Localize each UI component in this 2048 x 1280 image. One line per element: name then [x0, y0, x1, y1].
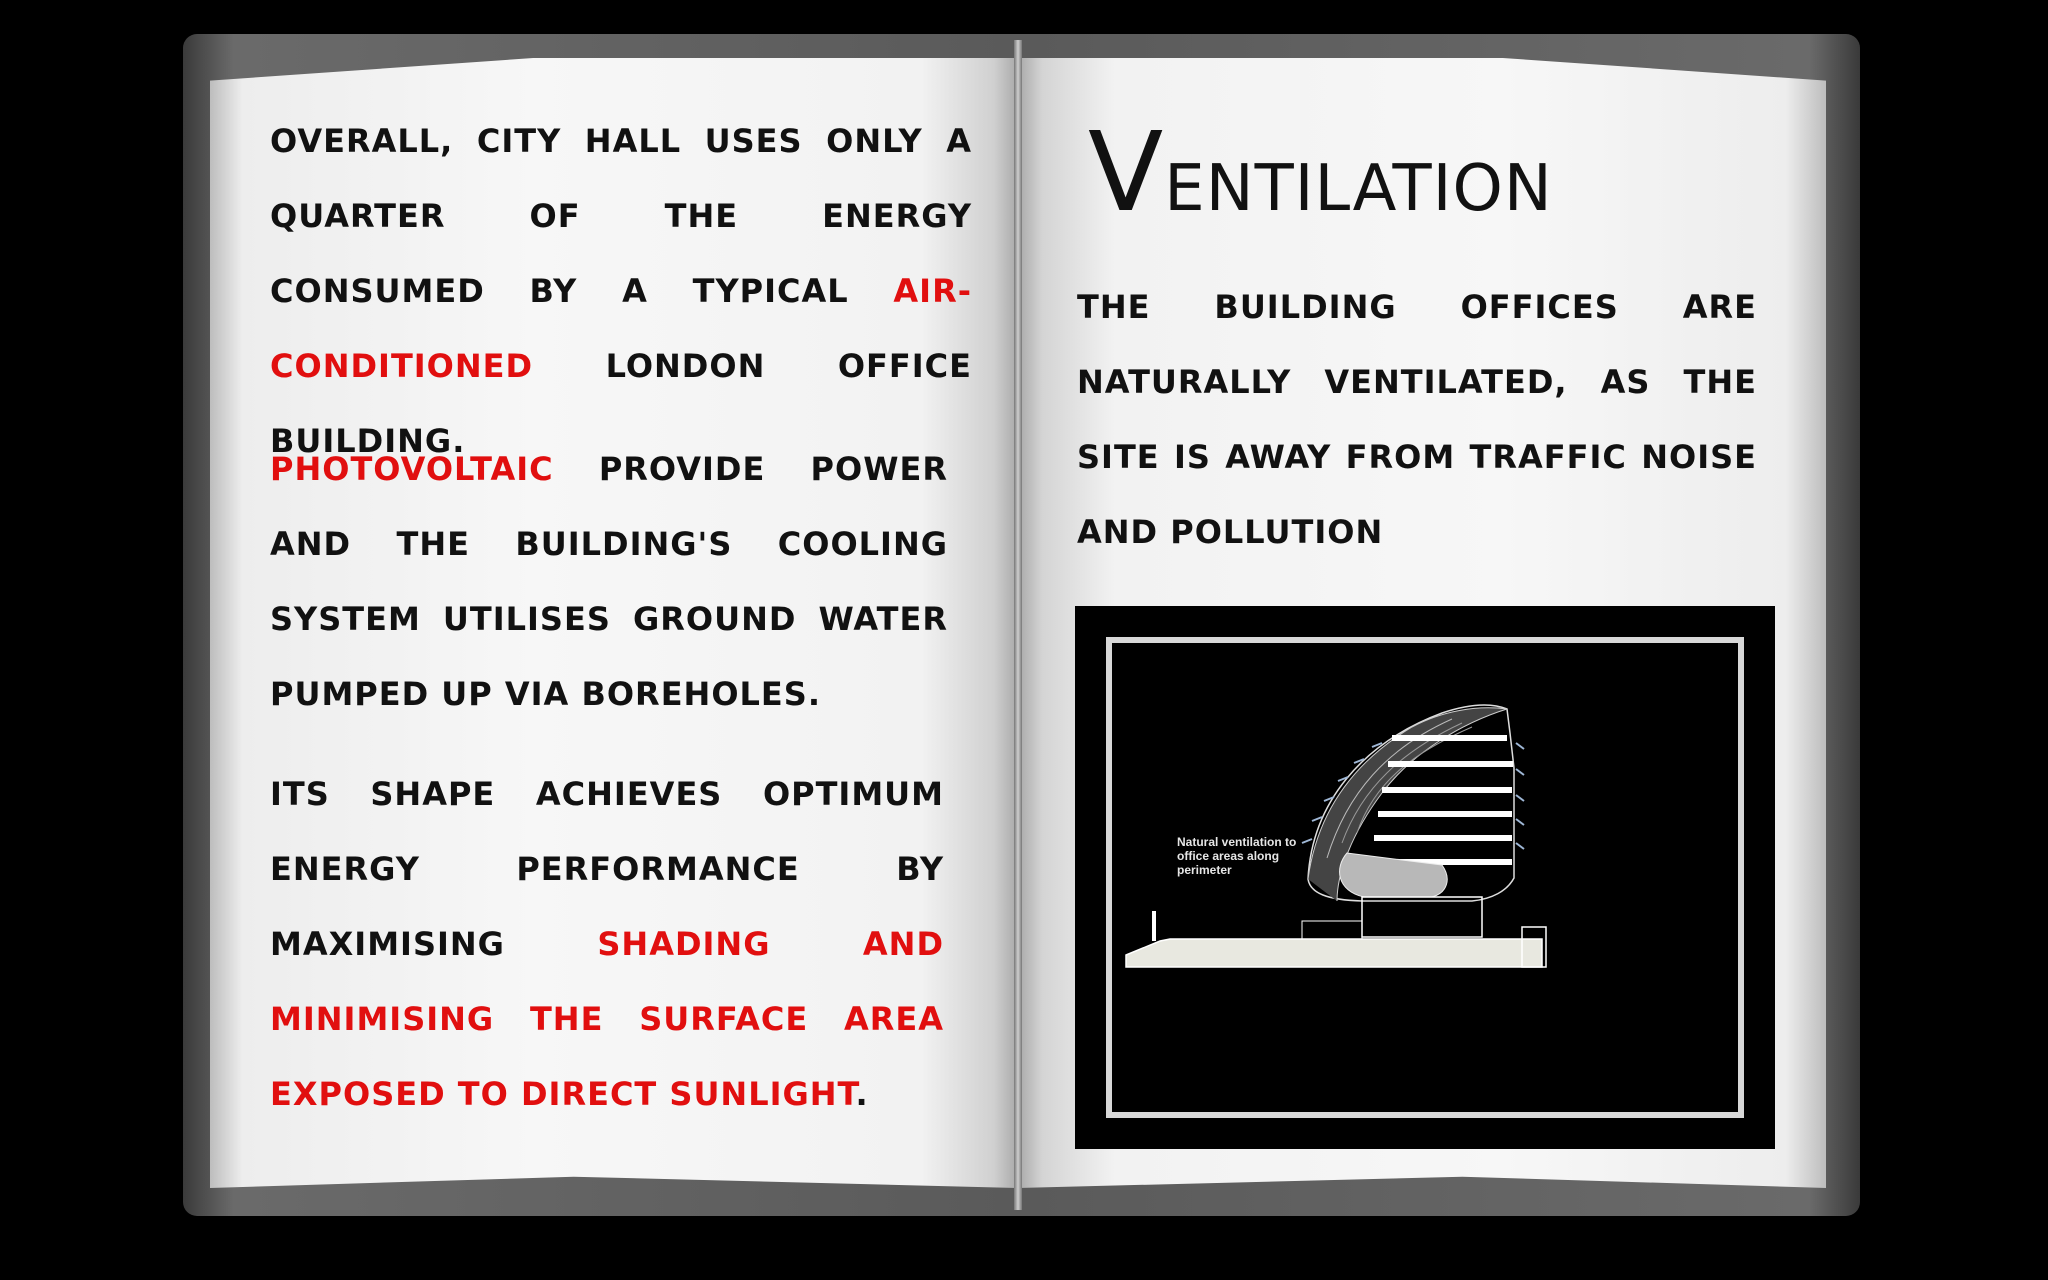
figure-label: Natural ventilation to office areas along perimeter	[1177, 835, 1297, 877]
title-rest: ENTILATION	[1164, 152, 1553, 226]
shape-text-end: .	[855, 1075, 869, 1113]
book-spine	[1014, 40, 1022, 1210]
energy-paragraph	[270, 104, 972, 479]
shape-text: ITS SHAPE ACHIEVES OPTIMUM ENERGY PERFORMANCE BY MAXIMISING	[270, 775, 944, 963]
figure-frame	[1106, 637, 1744, 1118]
shading-highlight: SHADING AND MINIMISING THE SURFACE AREA EXPOSED TO DIRECT SUNLIGHT	[270, 925, 944, 1113]
ventilation-paragraph: THE BUILDING OFFICES ARE NATURALLY VENTILATED, AS THE SITE IS AWAY FROM TRAFFIC NOISE AND POLLUTION	[1077, 288, 1757, 551]
page-title	[1088, 108, 1553, 236]
title-initial: V	[1088, 108, 1165, 236]
city-hall-section-drawing	[1112, 643, 1738, 1112]
shape-paragraph	[270, 757, 944, 1132]
air-conditioned-highlight: AIR-CONDITIONED	[270, 272, 972, 385]
photovoltaic-highlight: PHOTOVOLTAIC	[270, 450, 554, 488]
section-drawing-figure	[1075, 606, 1775, 1149]
photovoltaic-paragraph	[270, 432, 948, 732]
energy-text: OVERALL, CITY HALL USES ONLY A QUARTER OF THE ENERGY CONSUMED BY A TYPICAL	[270, 122, 972, 310]
photovoltaic-text: PROVIDE POWER AND THE BUILDING'S COOLING SYSTEM UTILISES GROUND WATER PUMPED UP VIA BOREHOLES.	[270, 450, 948, 713]
energy-text-end: LONDON OFFICE BUILDING.	[270, 347, 972, 460]
